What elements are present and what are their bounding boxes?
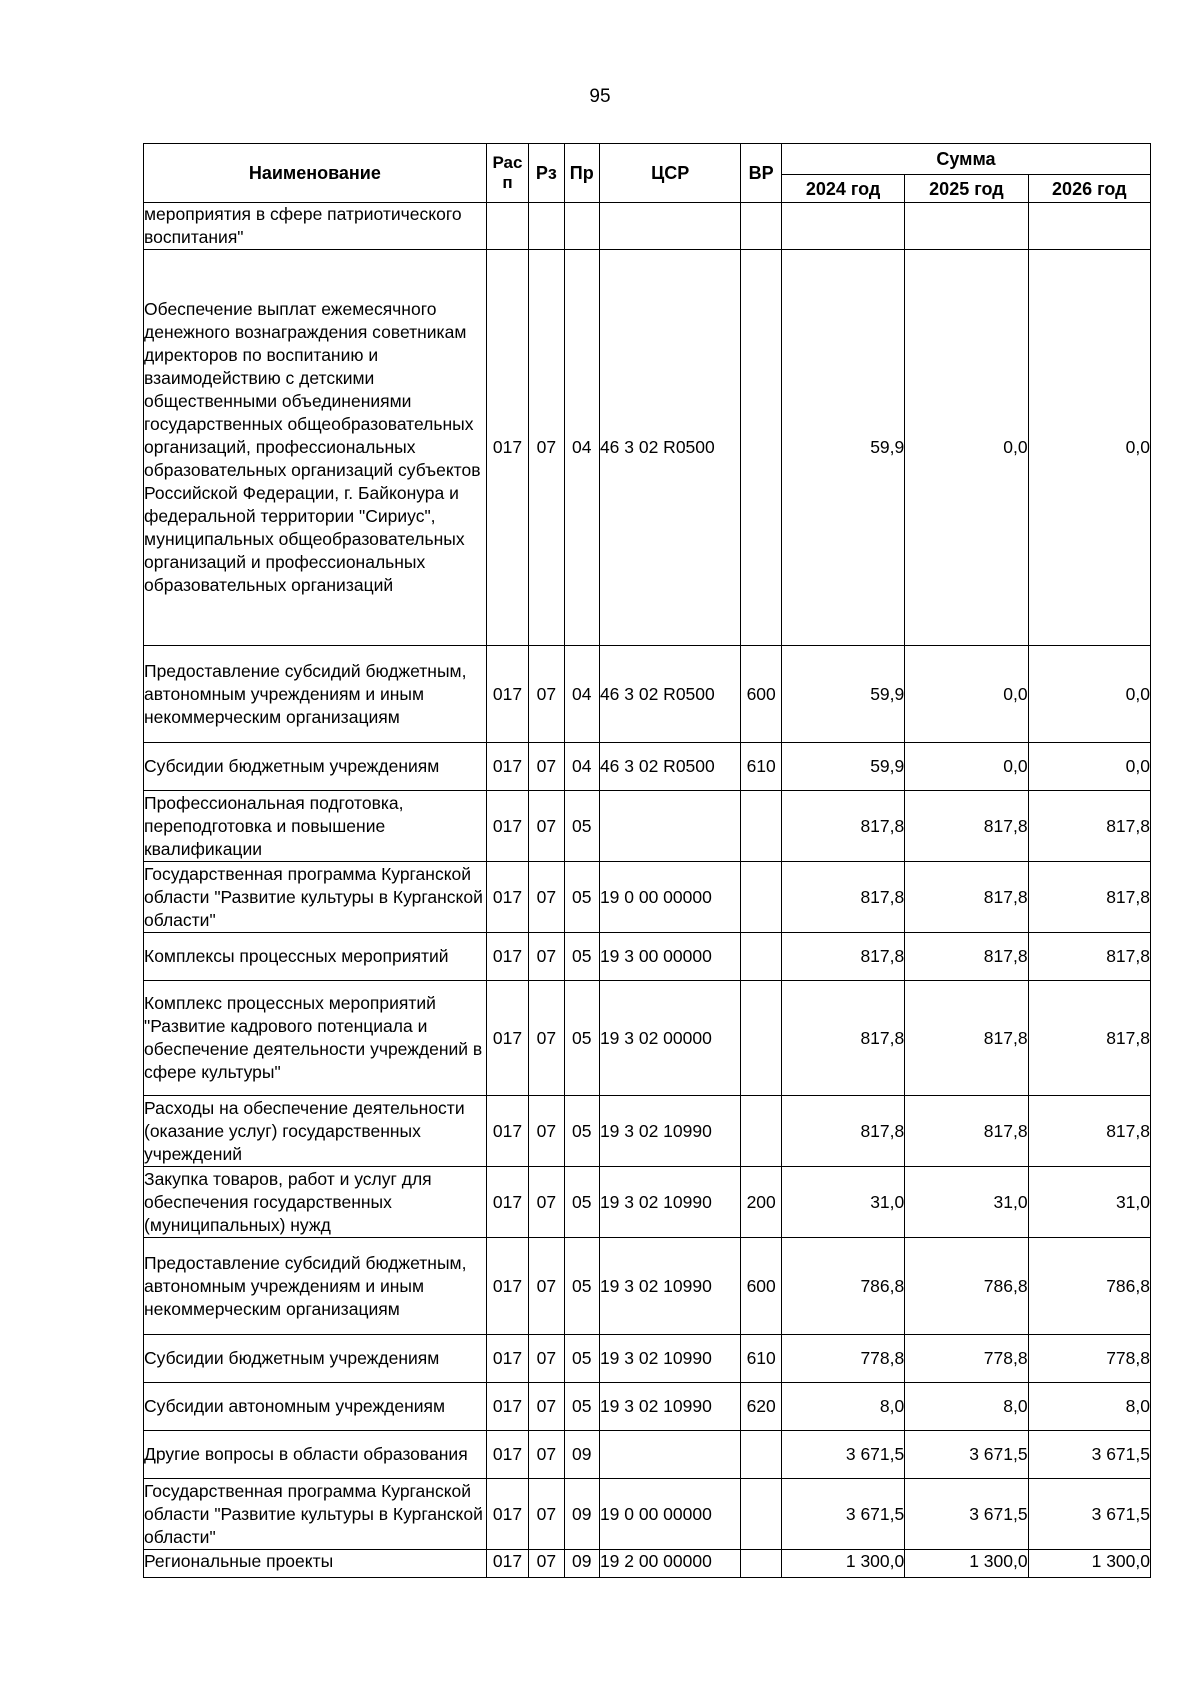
row-rz: 07 xyxy=(529,1096,564,1167)
table-row xyxy=(144,203,1151,250)
row-amount-2026: 3 671,5 xyxy=(1028,1431,1150,1479)
row-amount-2026: 786,8 xyxy=(1028,1238,1150,1335)
budget-table xyxy=(143,143,1151,1578)
row-amount-2024 xyxy=(781,203,904,250)
row-rz: 07 xyxy=(529,743,564,791)
row-amount-2024: 817,8 xyxy=(781,862,904,933)
table-row xyxy=(144,1167,1151,1238)
row-rasp: 017 xyxy=(486,1550,528,1578)
row-amount-2026: 817,8 xyxy=(1028,791,1150,862)
row-amount-2026: 0,0 xyxy=(1028,250,1150,646)
row-vr xyxy=(741,791,781,862)
row-amount-2025: 817,8 xyxy=(905,791,1028,862)
row-vr: 610 xyxy=(741,743,781,791)
header-name: Наименование xyxy=(144,144,487,203)
row-pr: 09 xyxy=(564,1431,599,1479)
row-name: Другие вопросы в области образования xyxy=(144,1431,487,1479)
table-row xyxy=(144,1479,1151,1550)
row-amount-2025: 8,0 xyxy=(905,1383,1028,1431)
table-row xyxy=(144,1096,1151,1167)
row-csr: 19 3 02 10990 xyxy=(599,1238,741,1335)
row-amount-2024: 59,9 xyxy=(781,646,904,743)
row-csr: 19 3 02 10990 xyxy=(599,1335,741,1383)
row-amount-2026: 3 671,5 xyxy=(1028,1479,1150,1550)
row-pr: 04 xyxy=(564,646,599,743)
row-vr xyxy=(741,981,781,1096)
row-vr: 600 xyxy=(741,1238,781,1335)
row-amount-2025: 817,8 xyxy=(905,1096,1028,1167)
row-amount-2026 xyxy=(1028,203,1150,250)
row-vr: 600 xyxy=(741,646,781,743)
row-vr: 620 xyxy=(741,1383,781,1431)
row-rasp: 017 xyxy=(486,791,528,862)
row-amount-2025: 817,8 xyxy=(905,981,1028,1096)
row-amount-2024: 778,8 xyxy=(781,1335,904,1383)
row-amount-2025 xyxy=(905,203,1028,250)
row-amount-2026: 8,0 xyxy=(1028,1383,1150,1431)
row-rz xyxy=(529,203,564,250)
table-row xyxy=(144,791,1151,862)
row-amount-2025: 817,8 xyxy=(905,933,1028,981)
row-amount-2026: 817,8 xyxy=(1028,981,1150,1096)
header-year-2025: 2025 год xyxy=(905,175,1028,203)
table-header xyxy=(144,144,1151,203)
row-name: Предоставление субсидий бюджетным, автономным учреждениям и иным некоммерческим организациям xyxy=(144,1238,487,1335)
row-amount-2026: 1 300,0 xyxy=(1028,1550,1150,1578)
row-rasp: 017 xyxy=(486,981,528,1096)
row-vr: 200 xyxy=(741,1167,781,1238)
row-rz: 07 xyxy=(529,1383,564,1431)
row-rz: 07 xyxy=(529,1335,564,1383)
row-csr: 19 0 00 00000 xyxy=(599,1479,741,1550)
row-amount-2025: 1 300,0 xyxy=(905,1550,1028,1578)
row-pr: 05 xyxy=(564,1167,599,1238)
row-amount-2024: 817,8 xyxy=(781,791,904,862)
row-rz: 07 xyxy=(529,1238,564,1335)
row-rz: 07 xyxy=(529,1550,564,1578)
row-rz: 07 xyxy=(529,862,564,933)
row-pr: 04 xyxy=(564,250,599,646)
row-name: Комплекс процессных мероприятий "Развитие кадрового потенциала и обеспечение деятельности учреждений в сфере культуры" xyxy=(144,981,487,1096)
row-amount-2026: 778,8 xyxy=(1028,1335,1150,1383)
table-row xyxy=(144,1383,1151,1431)
row-csr xyxy=(599,1431,741,1479)
row-rz: 07 xyxy=(529,1167,564,1238)
row-amount-2025: 0,0 xyxy=(905,646,1028,743)
table-row xyxy=(144,981,1151,1096)
row-name: Профессиональная подготовка, переподготовка и повышение квалификации xyxy=(144,791,487,862)
row-rasp: 017 xyxy=(486,250,528,646)
row-amount-2025: 31,0 xyxy=(905,1167,1028,1238)
row-rz: 07 xyxy=(529,791,564,862)
header-year-2026: 2026 год xyxy=(1028,175,1150,203)
row-csr xyxy=(599,791,741,862)
row-name: Закупка товаров, работ и услуг для обеспечения государственных (муниципальных) нужд xyxy=(144,1167,487,1238)
row-csr: 19 3 02 10990 xyxy=(599,1096,741,1167)
row-pr: 05 xyxy=(564,862,599,933)
row-pr: 05 xyxy=(564,933,599,981)
row-csr: 19 0 00 00000 xyxy=(599,862,741,933)
row-rasp: 017 xyxy=(486,1383,528,1431)
row-amount-2024: 817,8 xyxy=(781,981,904,1096)
row-csr xyxy=(599,203,741,250)
table-row xyxy=(144,1431,1151,1479)
row-rasp: 017 xyxy=(486,1167,528,1238)
header-year-2024: 2024 год xyxy=(781,175,904,203)
row-rasp: 017 xyxy=(486,1479,528,1550)
row-pr: 09 xyxy=(564,1479,599,1550)
row-rasp: 017 xyxy=(486,1431,528,1479)
row-rz: 07 xyxy=(529,1431,564,1479)
row-pr: 05 xyxy=(564,791,599,862)
row-name: Обеспечение выплат ежемесячного денежного вознаграждения советникам директоров по воспитанию и взаимодействию с детскими общественными объединениями государственных общеобразовательных организаций, профессиональных образовательных организаций субъектов Российской Федерации, г. Байконура и федеральной территории "Сириус", муниципальных общеобразовательных организаций и профессиональных образовательных организаций xyxy=(144,250,487,646)
row-amount-2025: 778,8 xyxy=(905,1335,1028,1383)
row-amount-2026: 817,8 xyxy=(1028,862,1150,933)
row-amount-2024: 817,8 xyxy=(781,1096,904,1167)
row-rasp: 017 xyxy=(486,1096,528,1167)
row-amount-2025: 0,0 xyxy=(905,250,1028,646)
row-pr: 09 xyxy=(564,1550,599,1578)
row-amount-2025: 0,0 xyxy=(905,743,1028,791)
row-pr: 04 xyxy=(564,743,599,791)
row-vr xyxy=(741,933,781,981)
row-name: Комплексы процессных мероприятий xyxy=(144,933,487,981)
row-amount-2025: 786,8 xyxy=(905,1238,1028,1335)
row-rasp: 017 xyxy=(486,646,528,743)
table-row xyxy=(144,1335,1151,1383)
row-csr: 46 3 02 R0500 xyxy=(599,743,741,791)
row-name: Расходы на обеспечение деятельности (оказание услуг) государственных учреждений xyxy=(144,1096,487,1167)
row-rasp: 017 xyxy=(486,933,528,981)
row-csr: 19 3 02 10990 xyxy=(599,1167,741,1238)
header-rasp: Рас п xyxy=(486,144,528,203)
row-csr: 46 3 02 R0500 xyxy=(599,250,741,646)
row-name: Субсидии бюджетным учреждениям xyxy=(144,743,487,791)
header-pr: Пр xyxy=(564,144,599,203)
row-name: Государственная программа Курганской области "Развитие культуры в Курганской области" xyxy=(144,862,487,933)
table-body xyxy=(144,203,1151,1578)
row-vr xyxy=(741,203,781,250)
row-amount-2024: 59,9 xyxy=(781,250,904,646)
header-sum: Сумма xyxy=(781,144,1150,175)
row-csr: 19 3 00 00000 xyxy=(599,933,741,981)
row-rz: 07 xyxy=(529,1479,564,1550)
row-amount-2024: 1 300,0 xyxy=(781,1550,904,1578)
row-vr xyxy=(741,1431,781,1479)
header-vr: ВР xyxy=(741,144,781,203)
table-row xyxy=(144,743,1151,791)
row-amount-2024: 3 671,5 xyxy=(781,1431,904,1479)
table-row xyxy=(144,1238,1151,1335)
row-amount-2024: 786,8 xyxy=(781,1238,904,1335)
header-csr: ЦСР xyxy=(599,144,741,203)
table-row xyxy=(144,862,1151,933)
row-csr: 46 3 02 R0500 xyxy=(599,646,741,743)
row-amount-2026: 31,0 xyxy=(1028,1167,1150,1238)
page-number: 95 xyxy=(589,86,611,107)
row-vr: 610 xyxy=(741,1335,781,1383)
row-amount-2025: 3 671,5 xyxy=(905,1479,1028,1550)
row-rasp: 017 xyxy=(486,862,528,933)
row-pr: 05 xyxy=(564,981,599,1096)
table-row xyxy=(144,250,1151,646)
row-rz: 07 xyxy=(529,933,564,981)
row-amount-2025: 817,8 xyxy=(905,862,1028,933)
row-vr xyxy=(741,250,781,646)
row-name: Предоставление субсидий бюджетным, автономным учреждениям и иным некоммерческим организациям xyxy=(144,646,487,743)
row-vr xyxy=(741,862,781,933)
header-rz: Рз xyxy=(529,144,564,203)
row-name: Субсидии автономным учреждениям xyxy=(144,1383,487,1431)
row-name: Субсидии бюджетным учреждениям xyxy=(144,1335,487,1383)
row-amount-2026: 817,8 xyxy=(1028,1096,1150,1167)
row-name: Региональные проекты xyxy=(144,1550,487,1578)
row-amount-2026: 817,8 xyxy=(1028,933,1150,981)
row-csr: 19 3 02 10990 xyxy=(599,1383,741,1431)
row-name: мероприятия в сфере патриотического воспитания" xyxy=(144,203,487,250)
row-pr xyxy=(564,203,599,250)
row-rasp: 017 xyxy=(486,1238,528,1335)
row-csr: 19 2 00 00000 xyxy=(599,1550,741,1578)
row-amount-2025: 3 671,5 xyxy=(905,1431,1028,1479)
row-vr xyxy=(741,1550,781,1578)
row-vr xyxy=(741,1479,781,1550)
row-name: Государственная программа Курганской области "Развитие культуры в Курганской области" xyxy=(144,1479,487,1550)
row-vr xyxy=(741,1096,781,1167)
row-pr: 05 xyxy=(564,1335,599,1383)
row-amount-2026: 0,0 xyxy=(1028,646,1150,743)
table-row xyxy=(144,933,1151,981)
row-rz: 07 xyxy=(529,981,564,1096)
row-amount-2024: 8,0 xyxy=(781,1383,904,1431)
row-csr: 19 3 02 00000 xyxy=(599,981,741,1096)
row-rz: 07 xyxy=(529,646,564,743)
row-amount-2024: 31,0 xyxy=(781,1167,904,1238)
table-row xyxy=(144,1550,1151,1578)
row-amount-2024: 59,9 xyxy=(781,743,904,791)
row-amount-2024: 817,8 xyxy=(781,933,904,981)
row-rasp: 017 xyxy=(486,743,528,791)
row-amount-2026: 0,0 xyxy=(1028,743,1150,791)
row-rasp xyxy=(486,203,528,250)
row-amount-2024: 3 671,5 xyxy=(781,1479,904,1550)
table-row xyxy=(144,646,1151,743)
row-pr: 05 xyxy=(564,1383,599,1431)
row-rz: 07 xyxy=(529,250,564,646)
row-rasp: 017 xyxy=(486,1335,528,1383)
row-pr: 05 xyxy=(564,1096,599,1167)
row-pr: 05 xyxy=(564,1238,599,1335)
